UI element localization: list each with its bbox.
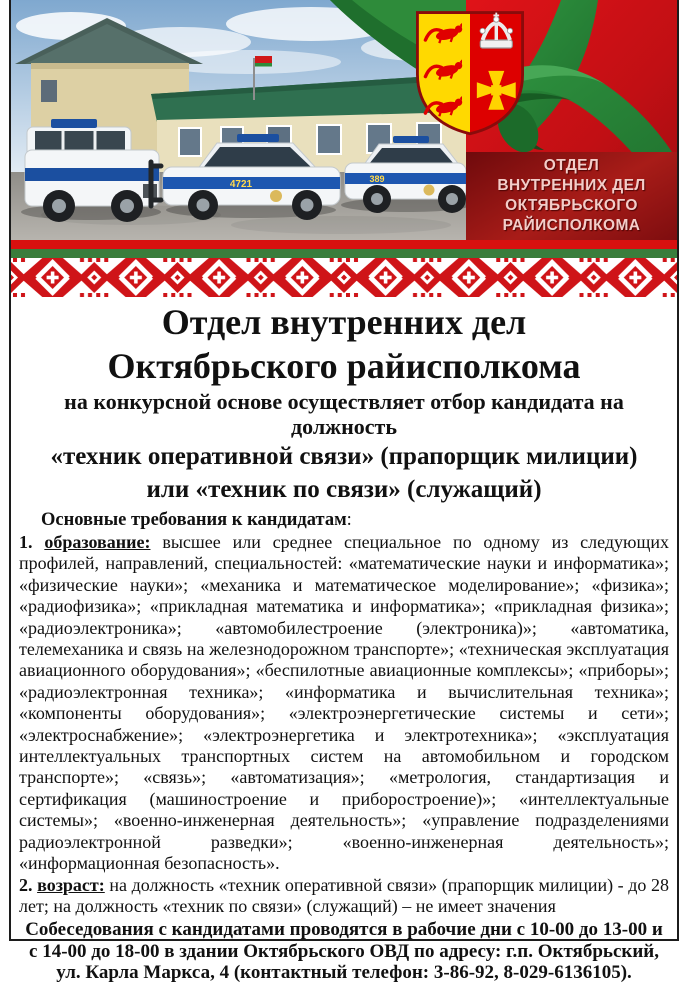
department-name-box (466, 152, 677, 240)
department-line: ОКТЯБРЬСКОГО (505, 197, 638, 214)
interview-info (19, 919, 669, 984)
requirement-item-age (19, 875, 669, 918)
green-stripe (11, 249, 677, 258)
interview-info-line: с 14-00 до 18-00 в здании Октябрьского ОВД по адресу: г.п. Октябрьский, (29, 940, 659, 962)
item2-number: 2. (19, 874, 33, 895)
interview-info-line: Собеседования с кандидатами проводятся в рабочие дни с 10-00 до 13-00 и (25, 919, 663, 941)
department-line: ОТДЕЛ (543, 157, 600, 174)
document-body (11, 299, 677, 984)
coat-of-arms (412, 8, 528, 136)
requirements-heading-colon: : (346, 510, 352, 530)
interview-info-line: ул. Карла Маркса, 4 (контактный телефон: 3-86-92, 8-029-6136105). (56, 962, 632, 984)
car-door-number-1: 4721 (229, 179, 253, 190)
position-line1: «техник оперативной связи» (прапорщик милиции) (50, 443, 638, 470)
department-line: РАЙИСПОЛКОМА (502, 217, 641, 234)
coat-of-arms-svg (412, 8, 528, 136)
item2-label: возраст: (37, 874, 105, 895)
page-title-line1: Отдел внутренних дел (161, 302, 527, 342)
item1-number: 1. (19, 532, 33, 552)
department-line: ВНУТРЕННИХ ДЕЛ (497, 177, 646, 194)
red-stripe (11, 240, 677, 249)
requirement-item-education (19, 532, 669, 875)
position-line2: или «техник по связи» (служащий) (146, 476, 542, 503)
item1-text: высшее или среднее специальное по одному из следующих профилей, направлений, специальностей: «математические науки и информатика»; «физические науки»; «механика и математическое моделирование»; «физика»; «радиофизика»; «прикладная математика и информатика»; «прикладная физика»; «радиоэлектроника»; «автомобилестроение (электроника)»; «автоматика, телемеханика и связь на железнодорожном транспорте»; «техническая эксплуатация авиационного оборудования»; «беспилотные авиационные комплексы»; «приборы»; «радиоэлектронная техника»; «информатика и вычислительная техника»; «компоненты оборудования»; «электроэнергетические системы и сети»; «электроснабжение»; «электроэнергетика и электротехника»; «эксплуатация интеллектуальных транспортных систем на автомобильном и городском транспорте»; «связь»; «автоматизация»; «метрология, стандартизация и сертификация (машиностроение и приборостроение)»; «интеллектуальные системы»; «военно-инженерная деятельность»; «управление подразделениями радиоэлектронной разведки»; «военно-инженерная деятельность»; «информационная безопасность». (19, 532, 669, 874)
requirements-heading-text: Основные требования к кандидатам (41, 510, 347, 530)
item2-text: на должность «техник оперативной связи» (прапорщик милиции) - до 28 лет; на должность «техник по связи» (служащий) – не имеет значения (19, 874, 670, 916)
car-door-number-2: 389 (369, 174, 385, 184)
ornament-band (11, 258, 677, 297)
subtitle: на конкурсной основе осуществляет отбор кандидата на должность (64, 389, 624, 439)
banner (11, 0, 677, 240)
requirements-heading (19, 509, 669, 532)
item1-label: образование: (44, 532, 151, 552)
page-title-line2: Октябрьского райисполкома (107, 346, 581, 386)
ornament-pattern-svg (11, 258, 677, 297)
